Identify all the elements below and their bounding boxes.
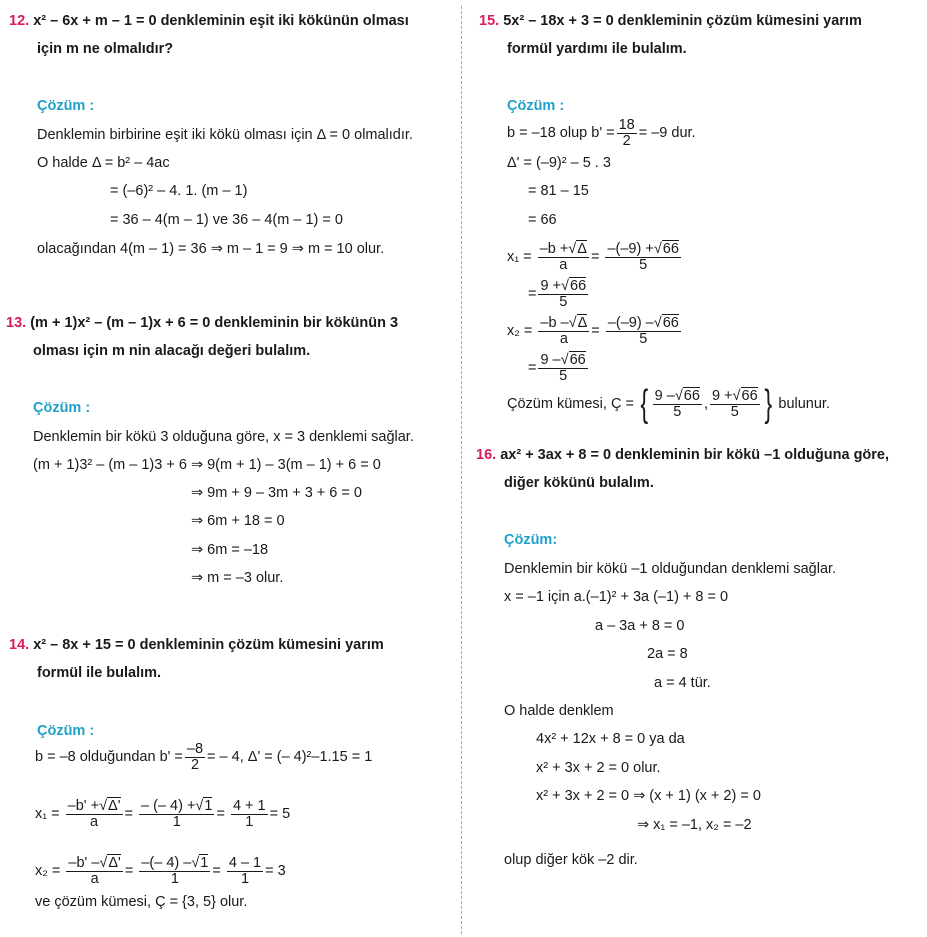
solution-label: Çözüm : [37, 98, 95, 114]
fraction: $\frac{-(-9) +√66}{5}$ [607, 240, 679, 273]
fraction: $\frac{-(- 4) -√1}{1}$ [141, 854, 209, 887]
question-text: için m ne olmalıdır? [37, 41, 174, 57]
question-text: x² – 6x + m – 1 = 0 denkleminin eşit iki kökünün olması [33, 13, 409, 29]
solution-line: Δ' = (–9)² – 5 . 3 [507, 155, 611, 171]
solution-line: 4x² + 12x + 8 = 0 ya da [536, 731, 685, 747]
left-brace: { [640, 383, 649, 426]
solution-line: olup diğer kök –2 dir. [504, 852, 638, 868]
x1-formula: x₁ = $\frac{-b' +√\Delta'}{a}$ = $\frac{- (- 4) +√1}{1}$ = $\frac{4 + 1}{1}$ = 5 [35, 797, 291, 830]
solution-line: ⇒ x₁ = –1, x₂ = –2 [637, 817, 752, 833]
question-number: 14. [9, 637, 30, 653]
question-number: 16. [476, 447, 497, 463]
solution-line: O halde Δ = b² – 4ac [37, 155, 170, 171]
fraction: $\frac{-b' +√\Delta'}{a}$ [67, 797, 121, 830]
x1-simplified: = $\frac{9 +√66}{5}$ [528, 277, 587, 310]
solution-line: ⇒ 6m = –18 [191, 542, 269, 558]
solution-line: O halde denklem [504, 703, 614, 719]
solution-line: x² + 3x + 2 = 0 olur. [536, 760, 661, 776]
x2-formula: x₂ = $\frac{-b' -√\Delta'}{a}$ = $\frac{-(- 4) -√1}{1}$ = $\frac{4 - 1}{1}$ = 3 [35, 854, 286, 887]
fraction: $\frac{9 -√66}{5}$ [654, 387, 700, 420]
solution-line: ⇒ 9m + 9 – 3m + 3 + 6 = 0 [191, 485, 362, 501]
solution-line: b = –18 olup b' = $\frac{18}{2}$ = –9 dur. [507, 116, 696, 149]
solution-line: a = 4 tür. [654, 675, 711, 691]
column-divider [461, 6, 462, 934]
fraction: $\frac{9 +√66}{5}$ [711, 387, 758, 420]
solution-line: = 66 [528, 212, 557, 228]
fraction: $\frac{4 - 1}{1}$ [228, 854, 262, 887]
solution-line: = (–6)² – 4. 1. (m – 1) [110, 183, 248, 199]
solution-line: = 36 – 4(m – 1) ve 36 – 4(m – 1) = 0 [110, 212, 343, 228]
solution-line: 2a = 8 [647, 646, 688, 662]
solution-line: Denklemin bir kökü –1 olduğundan denklemi sağlar. [504, 561, 837, 577]
question-text: diğer kökünü bulalım. [504, 475, 654, 491]
solution-label: Çözüm: [504, 532, 558, 548]
solution-set: Çözüm kümesi, Ç = { $\frac{9 -√66}{5}$ , $\frac{9 +√66}{5}$ } bulunur. [507, 383, 830, 426]
question-number: 15. [479, 13, 500, 29]
x1-formula: x₁ = $\frac{-b +√\Delta}{a}$ = $\frac{-(-9) +√66}{5}$ [507, 240, 679, 273]
question-text: x² – 8x + 15 = 0 denkleminin çözüm kümesini yarım [33, 637, 384, 653]
solution-line: ⇒ m = –3 olur. [191, 570, 284, 586]
x2-formula: x₂ = $\frac{-b -√\Delta}{a}$ = $\frac{-(-9) -√66}{5}$ [507, 314, 679, 347]
solution-line: x = –1 için a.(–1)² + 3a (–1) + 8 = 0 [504, 589, 729, 605]
solution-line: (m + 1)3² – (m – 1)3 + 6 ⇒ 9(m + 1) – 3(m – 1) + 6 = 0 [33, 457, 381, 473]
question-number: 12. [9, 13, 30, 29]
solution-label: Çözüm : [37, 723, 95, 739]
question-text: 5x² – 18x + 3 = 0 denkleminin çözüm kümesini yarım [503, 13, 862, 29]
question-text: olması için m nin alacağı değeri bulalım. [33, 343, 311, 359]
fraction: $\frac{18}{2}$ [618, 116, 635, 149]
fraction: $\frac{-b' -√\Delta'}{a}$ [68, 854, 121, 887]
solution-label: Çözüm : [507, 98, 565, 114]
question-text: ax² + 3ax + 8 = 0 denkleminin bir kökü –1 olduğuna göre, [500, 447, 890, 463]
question-text: (m + 1)x² – (m – 1)x + 6 = 0 denkleminin bir kökünün 3 [30, 315, 399, 331]
solution-line: x² + 3x + 2 = 0 ⇒ (x + 1) (x + 2) = 0 [536, 788, 761, 804]
solution-line: Denklemin birbirine eşit iki kökü olması için Δ = 0 olmalıdır. [37, 127, 413, 143]
x2-simplified: = $\frac{9 -√66}{5}$ [528, 351, 586, 384]
solution-line: ve çözüm kümesi, Ç = {3, 5} olur. [35, 894, 248, 910]
fraction: $\frac{-(-9) -√66}{5}$ [607, 314, 679, 347]
question-text: formül ile bulalım. [37, 665, 162, 681]
fraction: $\frac{-b +√\Delta}{a}$ [539, 240, 587, 273]
fraction: $\frac{-8}{2}$ [186, 740, 204, 773]
fraction: $\frac{9 -√66}{5}$ [540, 351, 586, 384]
solution-line: = 81 – 15 [528, 183, 589, 199]
right-brace: } [764, 383, 772, 426]
fraction: $\frac{- (- 4) +√1}{1}$ [141, 797, 213, 830]
fraction: $\frac{-b -√\Delta}{a}$ [540, 314, 588, 347]
fraction: $\frac{9 +√66}{5}$ [540, 277, 587, 310]
solution-line: a – 3a + 8 = 0 [595, 618, 685, 634]
question-text: formül yardımı ile bulalım. [507, 41, 687, 57]
fraction: $\frac{4 + 1}{1}$ [232, 797, 266, 830]
solution-line: b = –8 olduğundan b' = $\frac{-8}{2}$ = – 4, Δ' = (– 4)²–1.15 = 1 [35, 740, 373, 773]
solution-line: ⇒ 6m + 18 = 0 [191, 513, 285, 529]
solution-line: Denklemin bir kökü 3 olduğuna göre, x = 3 denklemi sağlar. [33, 429, 414, 445]
solution-label: Çözüm : [33, 400, 91, 416]
question-number: 13. [6, 315, 27, 331]
solution-line: olacağından 4(m – 1) = 36 ⇒ m – 1 = 9 ⇒ m = 10 olur. [37, 241, 385, 257]
